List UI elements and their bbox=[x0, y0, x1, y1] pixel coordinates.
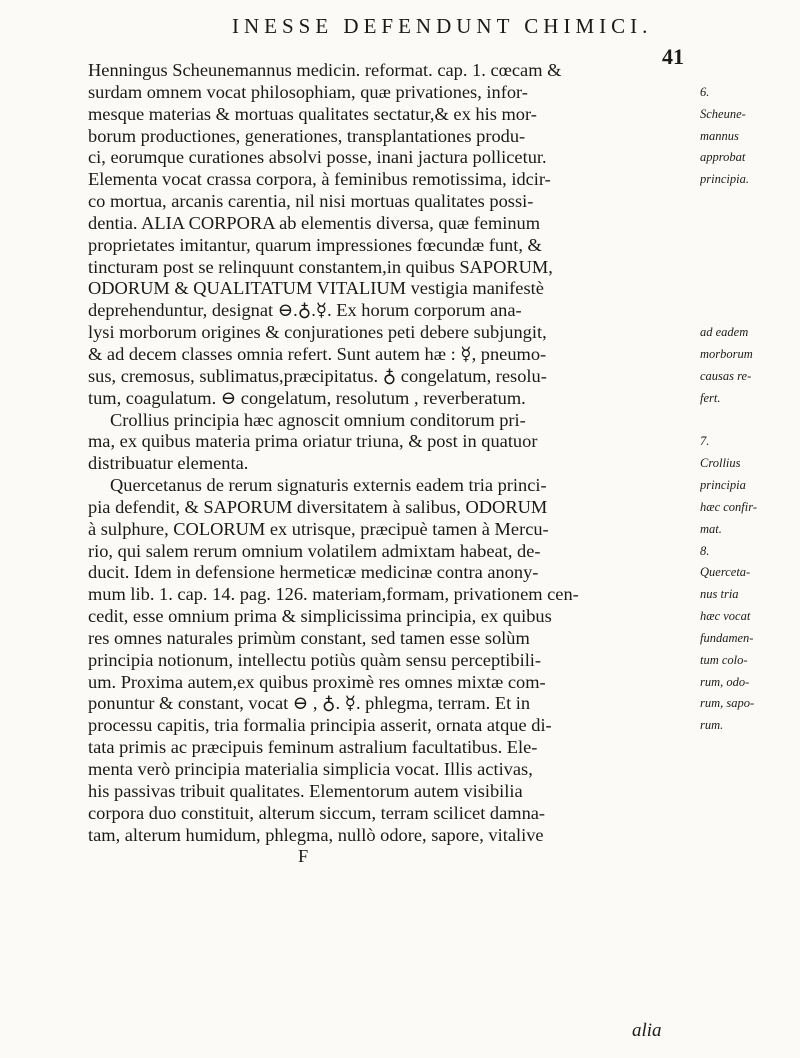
text-line: his passivas tribuit qualitates. Elementorum autem visibilia bbox=[88, 780, 523, 801]
text-line: ODORUM & QUALITATUM VITALIUM vestigia manifestè bbox=[88, 278, 544, 299]
text-line: res omnes naturales primùm constant, sed tamen esse solùm bbox=[88, 627, 530, 648]
margin-note-line bbox=[700, 235, 796, 257]
text-line: surdam omnem vocat philosophiam, quæ privationes, infor- bbox=[88, 81, 528, 102]
text-line: pia defendit, & SAPORUM diversitatem à salibus, ODORUM bbox=[88, 496, 548, 517]
text-line: borum productiones, generationes, transplantationes produ- bbox=[88, 125, 526, 146]
margin-note-line bbox=[700, 60, 796, 82]
margin-note-line: hæc vocat bbox=[700, 609, 751, 624]
text-line: ponuntur & constant, vocat ⊖ , ♁. ☿. phlegma, terram. Et in bbox=[88, 693, 531, 714]
text-line: tam, alterum humidum, phlegma, nullò odore, sapore, vitalive bbox=[88, 824, 544, 845]
text-line: um. Proxima autem,ex quibus proximè res omnes mixtæ com- bbox=[88, 671, 546, 692]
margin-note-line: rum, sapo- bbox=[700, 696, 755, 711]
margin-note-line: fundamen- bbox=[700, 630, 754, 645]
margin-note-line: tum colo- bbox=[700, 652, 748, 667]
margin-note-line: causas re- bbox=[700, 368, 752, 383]
text-line: rio, qui salem rerum omnium volatilem admixtam habeat, de- bbox=[88, 540, 541, 561]
text-line: processu capitis, tria formalia principia asserit, ornata atque di- bbox=[88, 715, 552, 736]
margin-note-line bbox=[700, 213, 796, 235]
margin-note-line: morborum bbox=[700, 346, 753, 361]
margin-note-line: approbat bbox=[700, 150, 746, 165]
text-line: Elementa vocat crassa corpora, à feminibus remotissima, idcir- bbox=[88, 169, 551, 190]
main-text-block bbox=[88, 60, 688, 868]
margin-note-line: 7. bbox=[700, 434, 710, 449]
margin-note-line: hæc confir- bbox=[700, 499, 758, 514]
margin-note-line: fert. bbox=[700, 390, 721, 405]
margin-note-line: ad eadem bbox=[700, 325, 749, 340]
text-line: deprehenduntur, designat ⊖.♁.☿. Ex horum corporum ana- bbox=[88, 300, 522, 321]
margin-note-line: 6. bbox=[700, 84, 710, 99]
margin-note-line bbox=[700, 191, 796, 213]
margin-note-line: principia bbox=[700, 478, 746, 493]
margin-note-line: rum, odo- bbox=[700, 674, 750, 689]
text-line: menta verò principia materialia simplicia vocat. Illis activas, bbox=[88, 759, 533, 779]
text-line: sus, cremosus, sublimatus,præcipitatus. ♁ congelatum, resolu- bbox=[88, 365, 547, 386]
margin-note-line: 8. bbox=[700, 543, 710, 558]
margin-note-line bbox=[700, 410, 796, 432]
text-line: & ad decem classes omnia refert. Sunt autem hæ : ☿, pneumo- bbox=[88, 343, 547, 364]
text-line: principia notionum, intellectu potiùs quàm sensu perceptibili- bbox=[88, 649, 542, 670]
margin-note-line: Quercetа- bbox=[700, 565, 751, 580]
text-line: lysi morborum origines & conjurationes peti debere subjungit, bbox=[88, 322, 547, 343]
text-line: tincturam post se relinquunt constantem,in quibus SAPORUM, bbox=[88, 256, 553, 277]
text-line: Quercetanus de rerum signaturis externis eadem tria princi- bbox=[110, 475, 547, 496]
text-line: cedit, esse omnium prima & simplicissima principia, ex quibus bbox=[88, 606, 552, 627]
text-line: Henningus Scheunemannus medicin. reformat. cap. 1. cœcam & bbox=[88, 60, 562, 80]
text-line: distribuatur elementa. bbox=[88, 453, 249, 474]
catchword: alia bbox=[632, 1020, 662, 1041]
text-line: mesque materias & mortuas qualitates sectatur,& ex his mor- bbox=[88, 103, 537, 124]
margin-note-line: nus tria bbox=[700, 587, 739, 602]
text-line: tum, coagulatum. ⊖ congelatum, resolutum , reverberatum. bbox=[88, 387, 526, 408]
margin-note-line: principia. bbox=[700, 172, 749, 187]
margin-note-line bbox=[700, 300, 796, 322]
margin-note-line: mat. bbox=[700, 521, 722, 536]
margin-note-line bbox=[700, 257, 796, 279]
text-line: mum lib. 1. cap. 14. pag. 126. materiam,formam, privationem cen- bbox=[88, 584, 579, 605]
margin-note-line: rum. bbox=[700, 718, 724, 733]
text-line: à sulphure, COLORUM ex utrisque, præcipuè tamen à Mercu- bbox=[88, 518, 549, 539]
margin-note-line: Crollius bbox=[700, 456, 741, 471]
margin-notes bbox=[700, 60, 796, 737]
text-line: dentia. ALIA CORPORA ab elementis diversa, quæ feminum bbox=[88, 212, 541, 233]
signature-mark: F bbox=[298, 846, 309, 867]
margin-note-line bbox=[700, 278, 796, 300]
text-line: proprietates imitantur, quarum impressiones fœcundæ funt, & bbox=[88, 234, 542, 255]
text-line: corpora duo constituit, alterum siccum, terram scilicet damna- bbox=[88, 802, 546, 823]
margin-note-line: mannus bbox=[700, 128, 739, 143]
text-line: ci, eorumque curationes absolvi posse, inani jactura pollicetur. bbox=[88, 147, 547, 168]
text-line: tata primis ac præcipuis feminum astralium facultatibus. Ele- bbox=[88, 737, 538, 758]
text-line: ducit. Idem in defensione hermeticæ medicinæ contra anony- bbox=[88, 562, 539, 583]
running-head: INESSE DEFENDUNT CHIMICI. bbox=[232, 14, 653, 38]
text-line: co mortua, arcanis carentia, nil nisi mortuas qualitates possi- bbox=[88, 191, 534, 212]
page-number: 41 bbox=[662, 44, 684, 69]
text-line: ma, ex quibus materia prima oriatur triuna, & post in quatuor bbox=[88, 431, 538, 452]
margin-note-line: Scheune- bbox=[700, 106, 746, 121]
text-line: Crollius principia hæc agnoscit omnium conditorum pri- bbox=[110, 409, 526, 430]
